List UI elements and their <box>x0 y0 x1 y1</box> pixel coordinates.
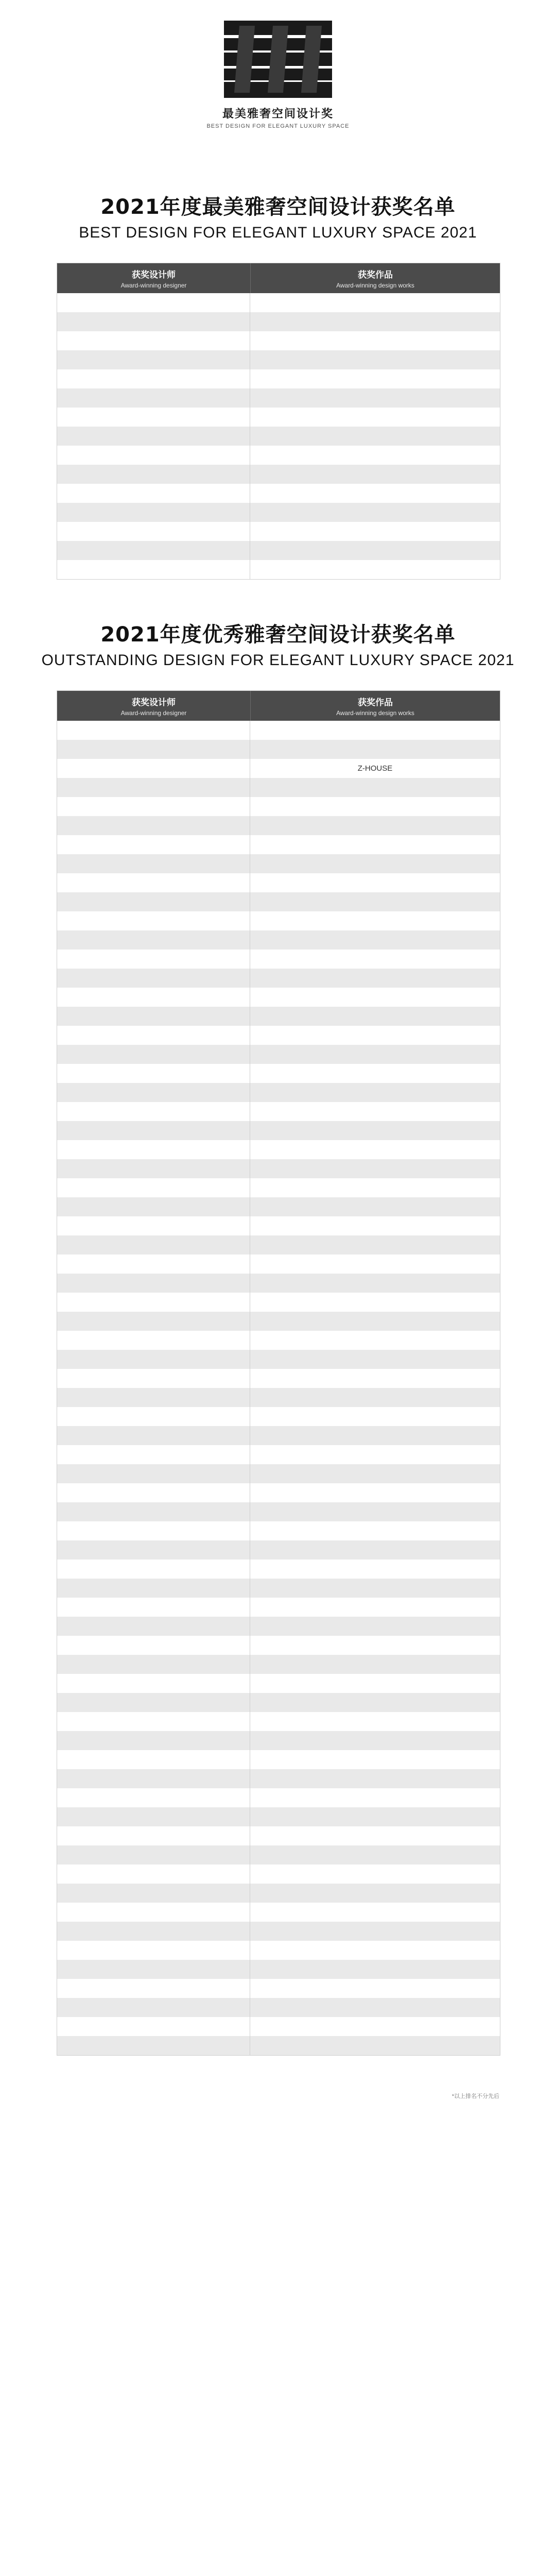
table-row <box>57 1026 500 1045</box>
table-row <box>57 1178 500 1197</box>
work-cell <box>250 446 500 465</box>
work-cell <box>250 1826 500 1845</box>
work-cell <box>250 1941 500 1960</box>
designer-cell <box>57 2017 250 2036</box>
table-row <box>57 1445 500 1464</box>
designer-cell <box>57 1617 250 1636</box>
designer-cell <box>57 759 250 778</box>
ranking-note: *以上排名不分先后 <box>451 2093 499 2099</box>
work-cell <box>250 1388 500 1407</box>
table-row <box>57 1045 500 1064</box>
work-cell <box>250 988 500 1007</box>
table-row <box>57 1388 500 1407</box>
work-cell <box>250 1788 500 1807</box>
work-cell <box>250 350 500 369</box>
work-cell <box>250 1121 500 1140</box>
work-cell <box>250 1235 500 1255</box>
work-cell <box>250 1560 500 1579</box>
designer-cell <box>57 1083 250 1102</box>
designer-cell <box>57 1197 250 1216</box>
work-cell <box>250 721 500 740</box>
designer-cell <box>57 892 250 911</box>
designer-cell <box>57 1216 250 1235</box>
section2-title-en: OUTSTANDING DESIGN FOR ELEGANT LUXURY SPACE 2021 <box>41 652 515 669</box>
table-row <box>57 1655 500 1674</box>
designer-cell <box>57 1731 250 1750</box>
best-design-table <box>57 263 500 580</box>
designer-cell <box>57 1941 250 1960</box>
work-cell <box>250 930 500 950</box>
designer-cell <box>57 1788 250 1807</box>
table-row <box>57 1807 500 1826</box>
work-cell <box>250 892 500 911</box>
designer-cell <box>57 1159 250 1178</box>
section2-heading <box>0 618 556 669</box>
table-row <box>57 1769 500 1788</box>
work-cell <box>250 1369 500 1388</box>
designer-cell <box>57 560 250 579</box>
table-row <box>57 1197 500 1216</box>
work-cell <box>250 911 500 930</box>
work-cell <box>250 1140 500 1159</box>
designer-cell <box>57 1826 250 1845</box>
table-row <box>57 1007 500 1026</box>
table-row <box>57 522 500 541</box>
designer-cell <box>57 350 250 369</box>
table-row <box>57 408 500 427</box>
designer-cell <box>57 740 250 759</box>
table-row <box>57 1255 500 1274</box>
table-row <box>57 1903 500 1922</box>
work-cell <box>250 797 500 816</box>
work-cell <box>250 740 500 759</box>
work-cell <box>250 1312 500 1331</box>
designer-cell <box>57 1293 250 1312</box>
designer-cell <box>57 1312 250 1331</box>
table-row <box>57 1617 500 1636</box>
work-cell <box>250 1960 500 1979</box>
section1-heading <box>0 191 556 242</box>
designer-cell <box>57 1331 250 1350</box>
designer-cell <box>57 1540 250 1560</box>
designer-header-cn: 获奖设计师 <box>132 698 176 707</box>
table-row <box>57 312 500 331</box>
work-cell <box>250 369 500 388</box>
designer-cell <box>57 446 250 465</box>
logo-block <box>0 21 556 129</box>
work-cell <box>250 1731 500 1750</box>
work-cell <box>250 1540 500 1560</box>
table-row <box>57 1598 500 1617</box>
work-cell <box>250 1884 500 1903</box>
work-cell <box>250 854 500 873</box>
work-cell <box>250 293 500 312</box>
work-cell <box>250 969 500 988</box>
table-row <box>57 465 500 484</box>
work-cell <box>250 1674 500 1693</box>
table-row <box>57 484 500 503</box>
table-row <box>57 1922 500 1941</box>
table-row <box>57 759 500 778</box>
work-cell <box>250 484 500 503</box>
designer-cell <box>57 1884 250 1903</box>
work-cell <box>250 465 500 484</box>
designer-cell <box>57 465 250 484</box>
table-row <box>57 1540 500 1560</box>
work-cell <box>250 1598 500 1617</box>
table-row <box>57 1979 500 1998</box>
table-row <box>57 1579 500 1598</box>
table-row <box>57 560 500 579</box>
table-row <box>57 1693 500 1712</box>
work-cell <box>250 1750 500 1769</box>
work-cell <box>250 1026 500 1045</box>
table-row <box>57 1331 500 1350</box>
table-row <box>57 1960 500 1979</box>
table-row <box>57 1731 500 1750</box>
designer-cell <box>57 721 250 740</box>
designer-cell <box>57 427 250 446</box>
designer-cell <box>57 1674 250 1693</box>
award-logo-icon <box>224 21 332 98</box>
work-cell <box>250 1350 500 1369</box>
table-row <box>57 1159 500 1178</box>
work-header-cn: 获奖作品 <box>358 698 393 707</box>
designer-cell <box>57 950 250 969</box>
table-row <box>57 1560 500 1579</box>
table-row <box>57 797 500 816</box>
table-row <box>57 778 500 797</box>
designer-cell <box>57 911 250 930</box>
table-row <box>57 911 500 930</box>
work-cell <box>250 816 500 835</box>
work-cell <box>250 1159 500 1178</box>
table-body <box>57 721 500 2055</box>
work-cell <box>250 835 500 854</box>
section1-title-cn: 2021年度最美雅奢空间设计获奖名单 <box>100 195 456 219</box>
designer-cell <box>57 1274 250 1293</box>
designer-cell <box>57 1121 250 1140</box>
work-cell <box>250 1216 500 1235</box>
designer-cell <box>57 1483 250 1502</box>
table-row <box>57 1312 500 1331</box>
work-cell <box>250 1197 500 1216</box>
designer-cell <box>57 1979 250 1998</box>
designer-cell <box>57 1350 250 1369</box>
section2-title-cn: 2021年度优秀雅奢空间设计获奖名单 <box>100 623 456 647</box>
work-cell: Z-HOUSE <box>357 764 393 773</box>
designer-cell <box>57 541 250 560</box>
designer-cell <box>57 1407 250 1426</box>
work-cell <box>250 873 500 892</box>
designer-cell <box>57 1369 250 1388</box>
table-row <box>57 1483 500 1502</box>
table-row <box>57 350 500 369</box>
work-cell <box>250 1693 500 1712</box>
table-row <box>57 1464 500 1483</box>
designer-header-en: Award-winning designer <box>120 282 187 289</box>
work-column-header <box>251 691 500 721</box>
designer-cell <box>57 1636 250 1655</box>
designer-cell <box>57 1045 250 1064</box>
designer-cell <box>57 1750 250 1769</box>
designer-cell <box>57 522 250 541</box>
designer-cell <box>57 1178 250 1197</box>
table-row <box>57 1865 500 1884</box>
work-cell <box>250 1083 500 1102</box>
work-cell <box>250 408 500 427</box>
designer-cell <box>57 1521 250 1540</box>
table-row <box>57 1941 500 1960</box>
table-row <box>57 1102 500 1121</box>
table-row <box>57 1369 500 1388</box>
designer-cell <box>57 1998 250 2017</box>
designer-cell <box>57 930 250 950</box>
work-cell <box>250 1903 500 1922</box>
designer-cell <box>57 1712 250 1731</box>
work-cell <box>250 2017 500 2036</box>
work-cell <box>250 1464 500 1483</box>
table-row <box>57 740 500 759</box>
table-row <box>57 1502 500 1521</box>
table-row <box>57 930 500 950</box>
work-cell <box>250 778 500 797</box>
table-row <box>57 1293 500 1312</box>
designer-cell <box>57 797 250 816</box>
work-cell <box>250 1922 500 1941</box>
designer-column-header <box>57 263 251 293</box>
designer-cell <box>57 1235 250 1255</box>
table-row <box>57 1083 500 1102</box>
table-row <box>57 1121 500 1140</box>
table-row <box>57 1712 500 1731</box>
work-cell <box>250 1045 500 1064</box>
designer-cell <box>57 1922 250 1941</box>
outstanding-design-table <box>57 690 500 2056</box>
work-cell <box>250 1255 500 1274</box>
table-row <box>57 1674 500 1693</box>
table-row <box>57 835 500 854</box>
designer-cell <box>57 969 250 988</box>
table-row <box>57 816 500 835</box>
work-cell <box>250 331 500 350</box>
work-cell <box>250 1998 500 2017</box>
table-row <box>57 1407 500 1426</box>
work-cell <box>250 1274 500 1293</box>
work-cell <box>250 1521 500 1540</box>
work-cell <box>250 1617 500 1636</box>
work-cell <box>250 1579 500 1598</box>
table-header <box>57 691 500 721</box>
table-row <box>57 541 500 560</box>
designer-cell <box>57 1560 250 1579</box>
work-cell <box>250 1007 500 1026</box>
table-row <box>57 388 500 408</box>
logo-title-en: BEST DESIGN FOR ELEGANT LUXURY SPACE <box>206 123 350 129</box>
table-row <box>57 331 500 350</box>
table-row <box>57 1788 500 1807</box>
table-row <box>57 2017 500 2036</box>
designer-cell <box>57 1903 250 1922</box>
designer-cell <box>57 816 250 835</box>
work-cell <box>250 1712 500 1731</box>
designer-header-en: Award-winning designer <box>120 709 187 717</box>
designer-cell <box>57 1693 250 1712</box>
work-cell <box>250 1807 500 1826</box>
designer-cell <box>57 369 250 388</box>
designer-cell <box>57 1655 250 1674</box>
table-row <box>57 1845 500 1865</box>
table-row <box>57 293 500 312</box>
work-header-en: Award-winning design works <box>336 282 414 289</box>
work-cell <box>250 503 500 522</box>
table-row <box>57 1235 500 1255</box>
designer-cell <box>57 1865 250 1884</box>
work-cell <box>250 1979 500 1998</box>
designer-cell <box>57 503 250 522</box>
table-row <box>57 721 500 740</box>
designer-cell <box>57 388 250 408</box>
table-row <box>57 503 500 522</box>
table-row <box>57 969 500 988</box>
table-row <box>57 1350 500 1369</box>
section1-title-en: BEST DESIGN FOR ELEGANT LUXURY SPACE 2021 <box>79 224 477 241</box>
designer-cell <box>57 1598 250 1617</box>
designer-cell <box>57 1502 250 1521</box>
work-cell <box>250 1769 500 1788</box>
table-row <box>57 1426 500 1445</box>
table-row <box>57 1521 500 1540</box>
work-cell <box>250 1845 500 1865</box>
designer-cell <box>57 1426 250 1445</box>
table-row <box>57 1750 500 1769</box>
work-cell <box>250 388 500 408</box>
table-row <box>57 1064 500 1083</box>
work-cell <box>250 1502 500 1521</box>
designer-cell <box>57 988 250 1007</box>
table-row <box>57 1826 500 1845</box>
designer-cell <box>57 1007 250 1026</box>
work-cell <box>250 1178 500 1197</box>
work-cell <box>250 1865 500 1884</box>
work-cell <box>250 1483 500 1502</box>
designer-cell <box>57 484 250 503</box>
work-cell <box>250 427 500 446</box>
designer-cell <box>57 854 250 873</box>
designer-cell <box>57 1388 250 1407</box>
work-column-header <box>251 263 500 293</box>
table-row <box>57 427 500 446</box>
work-cell <box>250 2036 500 2055</box>
work-cell <box>250 312 500 331</box>
table-row <box>57 873 500 892</box>
table-body <box>57 293 500 579</box>
work-cell <box>250 1445 500 1464</box>
work-cell <box>250 1331 500 1350</box>
designer-cell <box>57 1960 250 1979</box>
designer-cell <box>57 1845 250 1865</box>
designer-cell <box>57 1769 250 1788</box>
table-row <box>57 446 500 465</box>
work-cell <box>250 950 500 969</box>
work-cell <box>250 1102 500 1121</box>
designer-header-cn: 获奖设计师 <box>132 270 176 280</box>
designer-cell <box>57 873 250 892</box>
designer-cell <box>57 1255 250 1274</box>
designer-cell <box>57 312 250 331</box>
logo-title-cn: 最美雅奢空间设计奖 <box>222 107 334 120</box>
designer-cell <box>57 1579 250 1598</box>
work-header-en: Award-winning design works <box>336 709 414 717</box>
designer-cell <box>57 778 250 797</box>
designer-cell <box>57 1026 250 1045</box>
designer-cell <box>57 331 250 350</box>
table-row <box>57 950 500 969</box>
work-header-cn: 获奖作品 <box>358 270 393 280</box>
work-cell <box>250 541 500 560</box>
work-cell <box>250 1293 500 1312</box>
designer-cell <box>57 1464 250 1483</box>
table-row <box>57 1216 500 1235</box>
table-row <box>57 1636 500 1655</box>
table-row <box>57 1274 500 1293</box>
work-cell <box>250 1636 500 1655</box>
work-cell <box>250 1064 500 1083</box>
designer-cell <box>57 1102 250 1121</box>
work-cell <box>250 1426 500 1445</box>
table-row <box>57 892 500 911</box>
designer-cell <box>57 835 250 854</box>
designer-cell <box>57 1140 250 1159</box>
designer-cell <box>57 1807 250 1826</box>
work-cell <box>250 522 500 541</box>
table-row <box>57 1998 500 2017</box>
table-row <box>57 369 500 388</box>
table-row <box>57 1140 500 1159</box>
designer-cell <box>57 408 250 427</box>
designer-column-header <box>57 691 251 721</box>
table-row <box>57 988 500 1007</box>
work-cell <box>250 1407 500 1426</box>
work-cell <box>250 1655 500 1674</box>
designer-cell <box>57 2036 250 2055</box>
table-row <box>57 1884 500 1903</box>
designer-cell <box>57 1064 250 1083</box>
work-cell <box>250 560 500 579</box>
table-row <box>57 854 500 873</box>
table-header <box>57 263 500 293</box>
table-row <box>57 2036 500 2055</box>
designer-cell <box>57 293 250 312</box>
designer-cell <box>57 1445 250 1464</box>
